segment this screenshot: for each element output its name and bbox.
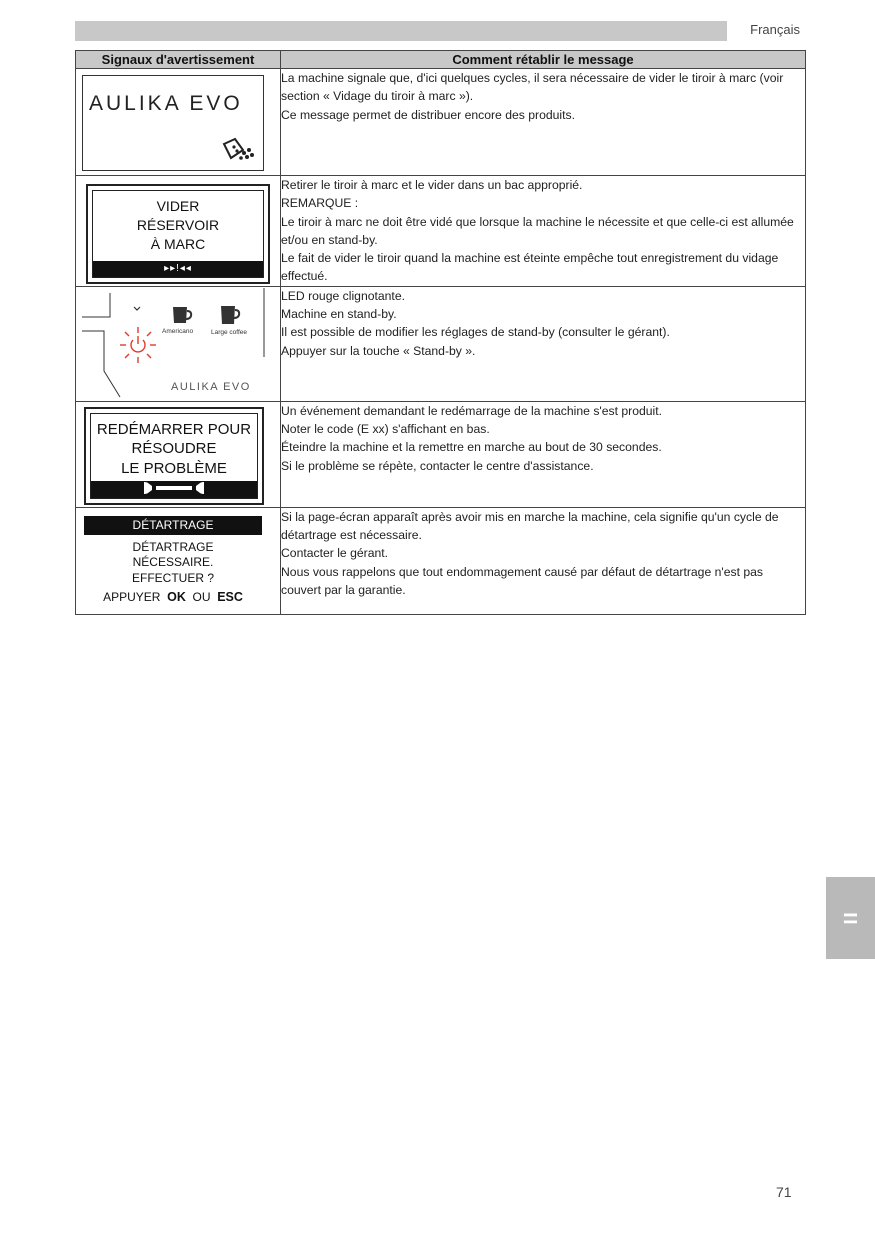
- instruction-text: Il est possible de modifier les réglages de stand-by (consulter le gérant).: [281, 325, 670, 340]
- column-header-how-to-reset: Comment rétablir le message: [281, 51, 806, 69]
- column-header-signals: Signaux d'avertissement: [76, 51, 281, 69]
- instruction-text: La machine signale que, d'ici quelques cycles, il sera nécessaire de vider le tiroir à marc (voir section « Vidage du tiroir à marc »).: [281, 71, 784, 104]
- header-bar: [75, 21, 727, 41]
- instruction-text: Le fait de vider le tiroir quand la machine est éteinte empêche tout enregistrement du vidage effectué.: [281, 251, 779, 284]
- signal-cell: [76, 176, 281, 287]
- display-restart: [84, 407, 264, 505]
- instruction-text: Si le problème se répète, contacter le centre d'assistance.: [281, 458, 594, 473]
- instruction-cell: [281, 401, 806, 507]
- display-footer: [84, 590, 262, 604]
- esc-key: ESC: [217, 590, 243, 605]
- display-line: VIDER: [156, 198, 200, 214]
- cup-icon: [171, 305, 193, 327]
- table-header-row: [76, 51, 806, 69]
- instruction-cell: [281, 286, 806, 401]
- warning-bar-icon: ▸▸!◂◂: [93, 261, 263, 277]
- machine-panel-illustration: [76, 287, 280, 401]
- table-row: [76, 286, 806, 401]
- instruction-text: Si la page-écran apparaît après avoir mis en marche la machine, cela signifie qu'un cycle de détartrage est nécessaire.: [281, 509, 779, 543]
- display-line: REDÉMARRER POUR: [96, 420, 252, 438]
- page-number: 71: [776, 1184, 792, 1200]
- instruction-text: Ce message permet de distribuer encore des produits.: [281, 107, 576, 122]
- table-row: [76, 69, 806, 176]
- signal-cell: [76, 286, 281, 401]
- instruction-text: Contacter le gérant.: [281, 546, 389, 561]
- instruction-text: Nous vous rappelons que tout endommagement causé par défaut de détartrage n'est pas couvert par la garantie.: [281, 564, 764, 597]
- coffee-grounds-icon: [221, 136, 255, 162]
- signal-cell: [76, 401, 281, 507]
- display-header: DÉTARTRAGE: [84, 516, 262, 535]
- signal-cell: [76, 69, 281, 176]
- instruction-text: Appuyer sur la touche « Stand-by ».: [281, 343, 476, 358]
- table-row: [76, 176, 806, 287]
- instruction-text: Machine en stand-by.: [281, 307, 397, 322]
- section-side-tab: =: [826, 877, 875, 959]
- signal-cell: [76, 507, 281, 614]
- americano-label: Americano: [162, 327, 194, 335]
- standby-led-icon: [118, 325, 158, 365]
- instruction-text: Retirer le tiroir à marc et le vider dans un bac approprié.: [281, 178, 583, 192]
- display-line: EFFECTUER ?: [131, 570, 214, 585]
- display-empty-grounds: [86, 184, 270, 284]
- instruction-text: Noter le code (E xx) s'affichant en bas.: [281, 422, 490, 437]
- brand-logo: AULIKA EVO: [171, 380, 251, 393]
- instruction-text: Un événement demandant le redémarrage de la machine s'est produit.: [281, 403, 663, 418]
- wrench-bar: [91, 481, 257, 498]
- instruction-text: REMARQUE :: [281, 196, 359, 211]
- wrench-icon: [144, 481, 204, 495]
- display-aulika-evo: [82, 75, 264, 171]
- instruction-cell: [281, 69, 806, 176]
- instruction-text: Éteindre la machine et la remettre en marche au bout de 30 secondes.: [281, 440, 662, 455]
- instruction-text: LED rouge clignotante.: [281, 288, 405, 303]
- instruction-text: Le tiroir à marc ne doit être vidé que lorsque la machine le nécessite et que celle-ci est allumée et/ou en stand-by.: [281, 214, 794, 247]
- display-line: À MARC: [150, 236, 206, 252]
- instruction-cell: [281, 507, 806, 614]
- table-row: [76, 401, 806, 507]
- display-line: LE PROBLÈME: [121, 459, 227, 477]
- ok-key: OK: [167, 590, 186, 605]
- display-line: NÉCESSAIRE.: [132, 555, 214, 570]
- display-line: RÉSERVOIR: [136, 217, 220, 233]
- language-label: Français: [750, 22, 800, 37]
- table-row: [76, 507, 806, 614]
- display-line: DÉTARTRAGE: [132, 539, 214, 554]
- or-label: OU: [192, 590, 211, 605]
- display-descaling: [84, 516, 262, 612]
- warning-signals-table: [75, 50, 806, 615]
- large-cup-icon: [219, 305, 241, 327]
- large-coffee-label: Large coffee: [211, 328, 248, 336]
- brand-logo: AULIKA EVO: [89, 92, 243, 115]
- instruction-cell: [281, 176, 806, 287]
- press-label: APPUYER: [103, 590, 161, 605]
- display-line: RÉSOUDRE: [131, 440, 217, 458]
